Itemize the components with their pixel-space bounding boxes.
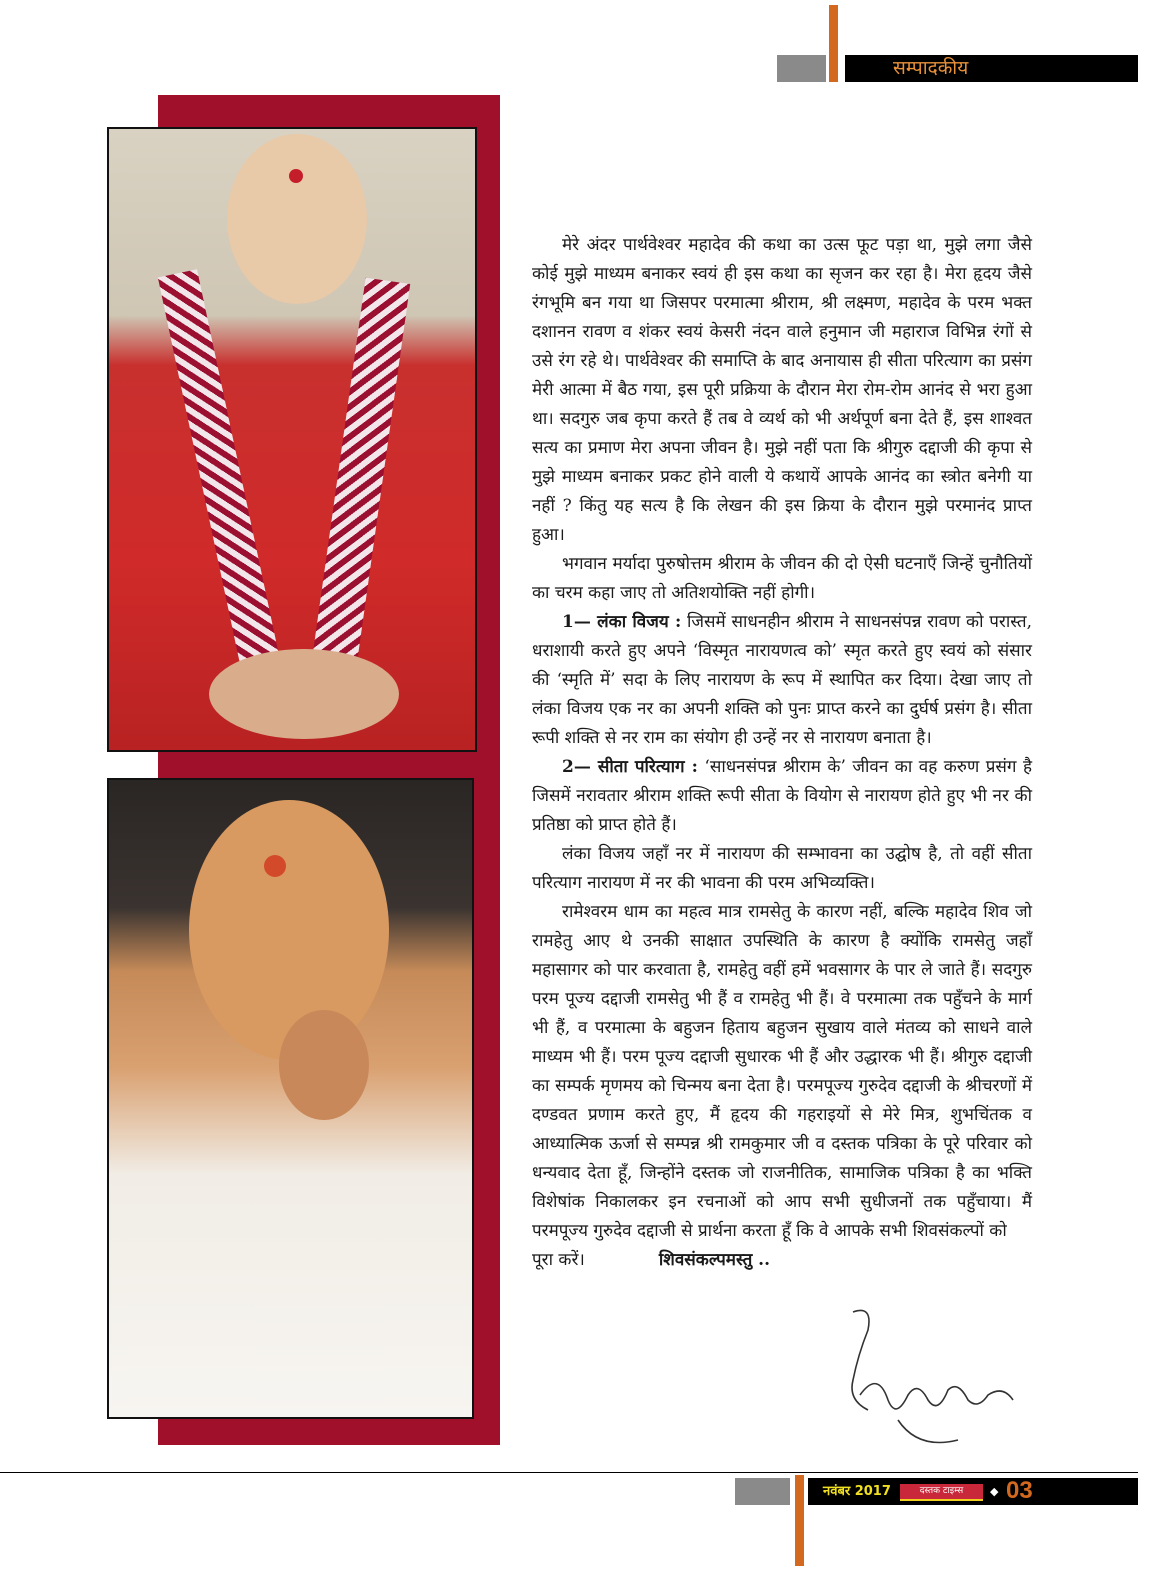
page-number: 03 (1006, 1477, 1033, 1504)
footer-orange-bar (795, 1475, 804, 1566)
closing-line (532, 1246, 1032, 1275)
point-sita-parityag (532, 753, 1032, 840)
article-paragraph: भगवान मर्यादा पुरुषोत्तम श्रीराम के जीवन की दो ऐसी घटनाएँ जिन्हें चुनौतियों का चरम कहा जाए तो अतिशयोक्ति नहीं होगी। (532, 554, 1032, 603)
magazine-logo: दस्तक टाइम्स (900, 1484, 983, 1501)
editorial-article (532, 231, 1032, 1275)
footer-gray-block (735, 1478, 790, 1505)
point-label: 2— सीता परित्याग : (562, 757, 698, 777)
article-paragraph: लंका विजय जहाँ नर में नारायण की सम्भावना का उद्घोष है, तो वहीं सीता परित्याग नारायण में नर की भावना की परम अभिव्यक्ति। (532, 844, 1032, 893)
closing-blessing: शिवसंकल्पमस्तु .. (658, 1250, 771, 1270)
issue-date: नवंबर 2017 (823, 1484, 891, 1499)
point-text: जिसमें साधनहीन श्रीराम ने साधनसंपन्न रावण को परास्त, धराशायी करते हुए अपने ‘विस्मृत नारायणत्व को’ स्मृत करते हुए स्वयं को संसार की ‘स्मृति में’ सदा के लिए नारायण के रूप में स्थापित कर दिया। देखा जाए तो लंका विजय एक नर का अपनी शक्ति को पुनः प्राप्त करने का दुर्घर्ष प्रसंग है। सीता रूपी शक्ति से नर राम का संयोग ही उन्हें नर से नारायण बनाता है। (532, 612, 1032, 748)
point-lanka-vijay (532, 608, 1032, 753)
header-gray-block (777, 55, 826, 82)
article-paragraph: रामेश्वरम धाम का महत्व मात्र रामसेतु के कारण नहीं, बल्कि महादेव शिव जो रामहेतु आए थे उनकी साक्षात उपस्थिति के कारण है क्योंकि रामसेतु जहाँ महासागर को पार करवाता है, रामहेतु वहीं हमें भवसागर के पार ले जाते हैं। सदगुरु परम पूज्य दद्दाजी रामसेतु भी हैं व रामहेतु भी हैं। वे परमात्मा तक पहुँचने के मार्ग भी हैं, व परमात्मा के बहुजन हिताय बहुजन सुखाय वाले मंतव्य को साधने वाले माध्यम भी हैं। परम पूज्य दद्दाजी सुधारक भी हैं और उद्धारक भी हैं। श्रीगुरु दद्दाजी का सम्पर्क मृणमय को चिन्मय बना देता है। परमपूज्य गुरुदेव दद्दाजी के श्रीचरणों में दण्डवत प्रणाम करते हुए, मैं हृदय की गहराइयों से मेरे मित्र, शुभचिंतक व आध्यात्मिक ऊर्जा से सम्पन्न श्री रामकुमार जी व दस्तक पत्रिका के पूरे परिवार को धन्यवाद देता हूँ, जिन्होंने दस्तक जो राजनीतिक, सामाजिक पत्रिका है का भक्ति विशेषांक निकालकर इन रचनाओं को आप सभी सुधीजनों तक पहुँचाया। मैं परमपूज्य गुरुदेव दद्दाजी से प्रार्थना करता हूँ कि वे आपके सभी शिवसंकल्पों को (532, 902, 1032, 1241)
signature (838, 1300, 1033, 1450)
portrait-photo-1 (107, 127, 477, 752)
header-black-bar (845, 55, 1138, 82)
point-label: 1— लंका विजय : (562, 612, 682, 632)
closing-text: पूरा करें। (532, 1250, 585, 1270)
article-paragraph: मेरे अंदर पार्थवेश्वर महादेव की कथा का उत्स फूट पड़ा था, मुझे लगा जैसे कोई मुझे माध्यम बनाकर स्वयं ही इस कथा का सृजन कर रहा है। मेरा हृदय जैसे रंगभूमि बन गया था जिसपर परमात्मा श्रीराम, श्री लक्ष्मण, महादेव के परम भक्त दशानन रावण व शंकर स्वयं केसरी नंदन वाले हनुमान जी महाराज विभिन्न रंगों से उसे रंग रहे थे। पार्थवेश्वर की समाप्ति के बाद अनायास ही सीता परित्याग का प्रसंग मेरी आत्मा में बैठ गया, इस पूरी प्रक्रिया के दौरान मेरा रोम-रोम आनंद से भरा हुआ था। सदगुरु जब कृपा करते हैं तब वे व्यर्थ को भी अर्थपूर्ण बना देते हैं, इस शाश्वत सत्य का प्रमाण मेरा अपना जीवन है। मुझे नहीं पता कि श्रीगुरु दद्दाजी की कृपा से मुझे माध्यम बनाकर प्रकट होने वाली ये कथायें आपके आनंद का स्त्रोत बनेगी या नहीं ? किंतु यह सत्य है कि लेखन की इस क्रिया के दौरान मुझे परमानंद प्राप्त हुआ। (532, 235, 1032, 545)
section-title: सम्पादकीय (893, 57, 969, 79)
header-orange-bar (829, 5, 838, 82)
separator-diamond-icon: ◆ (990, 1485, 999, 1498)
portrait-photo-2 (107, 778, 474, 1419)
point-text: ‘साधनसंपन्न श्रीराम के’ जीवन का वह करुण प्रसंग है जिसमें नरावतार श्रीराम शक्ति रूपी सीता के वियोग से नारायण होते हुए भी नर की प्रतिष्ठा को प्राप्त होते हैं। (532, 757, 1033, 835)
footer-rule (0, 1472, 1138, 1473)
